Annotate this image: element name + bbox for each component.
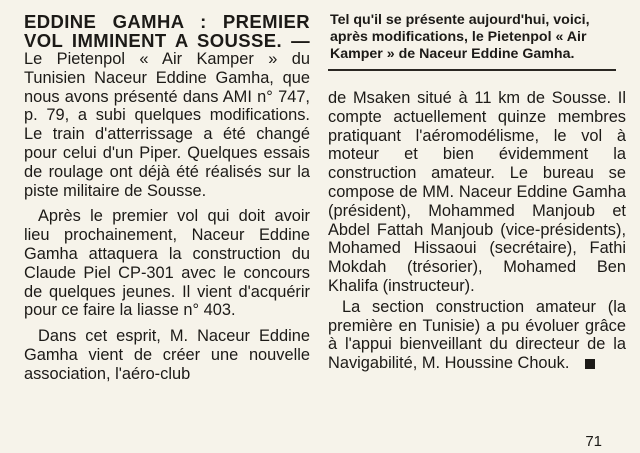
paragraph-3-continued: de Msaken situé à 11 km de Sousse. Il compte actuellement quinze membres pratiquant l'aéromodélisme, le vol à moteur et bien évidemment la construction amateur. Le bureau se compose de MM. Naceur Eddine Gamha (président), Mohammed Manjoub et Abdel Fattah Manjoub (vice-présidents), Mohamed Hissaoui (secrétaire), Fathi Mokdah (trésorier), Mohamed Ben Khalifa (instructeur).	[328, 89, 626, 295]
end-of-article-mark	[585, 359, 595, 369]
right-column	[328, 12, 626, 373]
right-column-body	[328, 89, 626, 373]
photo-caption: Tel qu'il se présente aujourd'hui, voici, après modifications, le Pietenpol « Air Kamper » de Naceur Eddine Gamha.	[330, 12, 590, 62]
left-column	[24, 12, 310, 384]
paragraph-1: Le Pietenpol « Air Kamper » du Tunisien Naceur Eddine Gamha, que nous avons présenté dans AMI n° 747, p. 79, a subi quelques modifications. Le train d'atterrissage a été changé pour celui d'un Piper. Quelques essais de roulage ont déjà été réalisés sur la piste militaire de Sousse.	[24, 50, 310, 200]
paragraph-3: Dans cet esprit, M. Naceur Eddine Gamha vient de créer une nouvelle association, l'aéro-club	[24, 327, 310, 383]
caption-divider	[328, 69, 616, 71]
paragraph-4	[328, 298, 626, 373]
page-number: 71	[585, 433, 602, 450]
paragraph-4-text: La section construction amateur (la première en Tunisie) a pu évoluer grâce à l'appui bienveillant du directeur de la Navigabilité, M. Houssine Chouk.	[328, 297, 626, 373]
paragraph-2: Après le premier vol qui doit avoir lieu prochainement, Naceur Eddine Gamha attaquera la construction du Claude Piel CP-301 avec le concours de quelques jeunes. Il vient d'acquérir pour ce faire la liasse n° 403.	[24, 207, 310, 320]
article-headline: EDDINE GAMHA : PREMIER VOL IMMINENT A SOUSSE. —	[24, 11, 310, 51]
